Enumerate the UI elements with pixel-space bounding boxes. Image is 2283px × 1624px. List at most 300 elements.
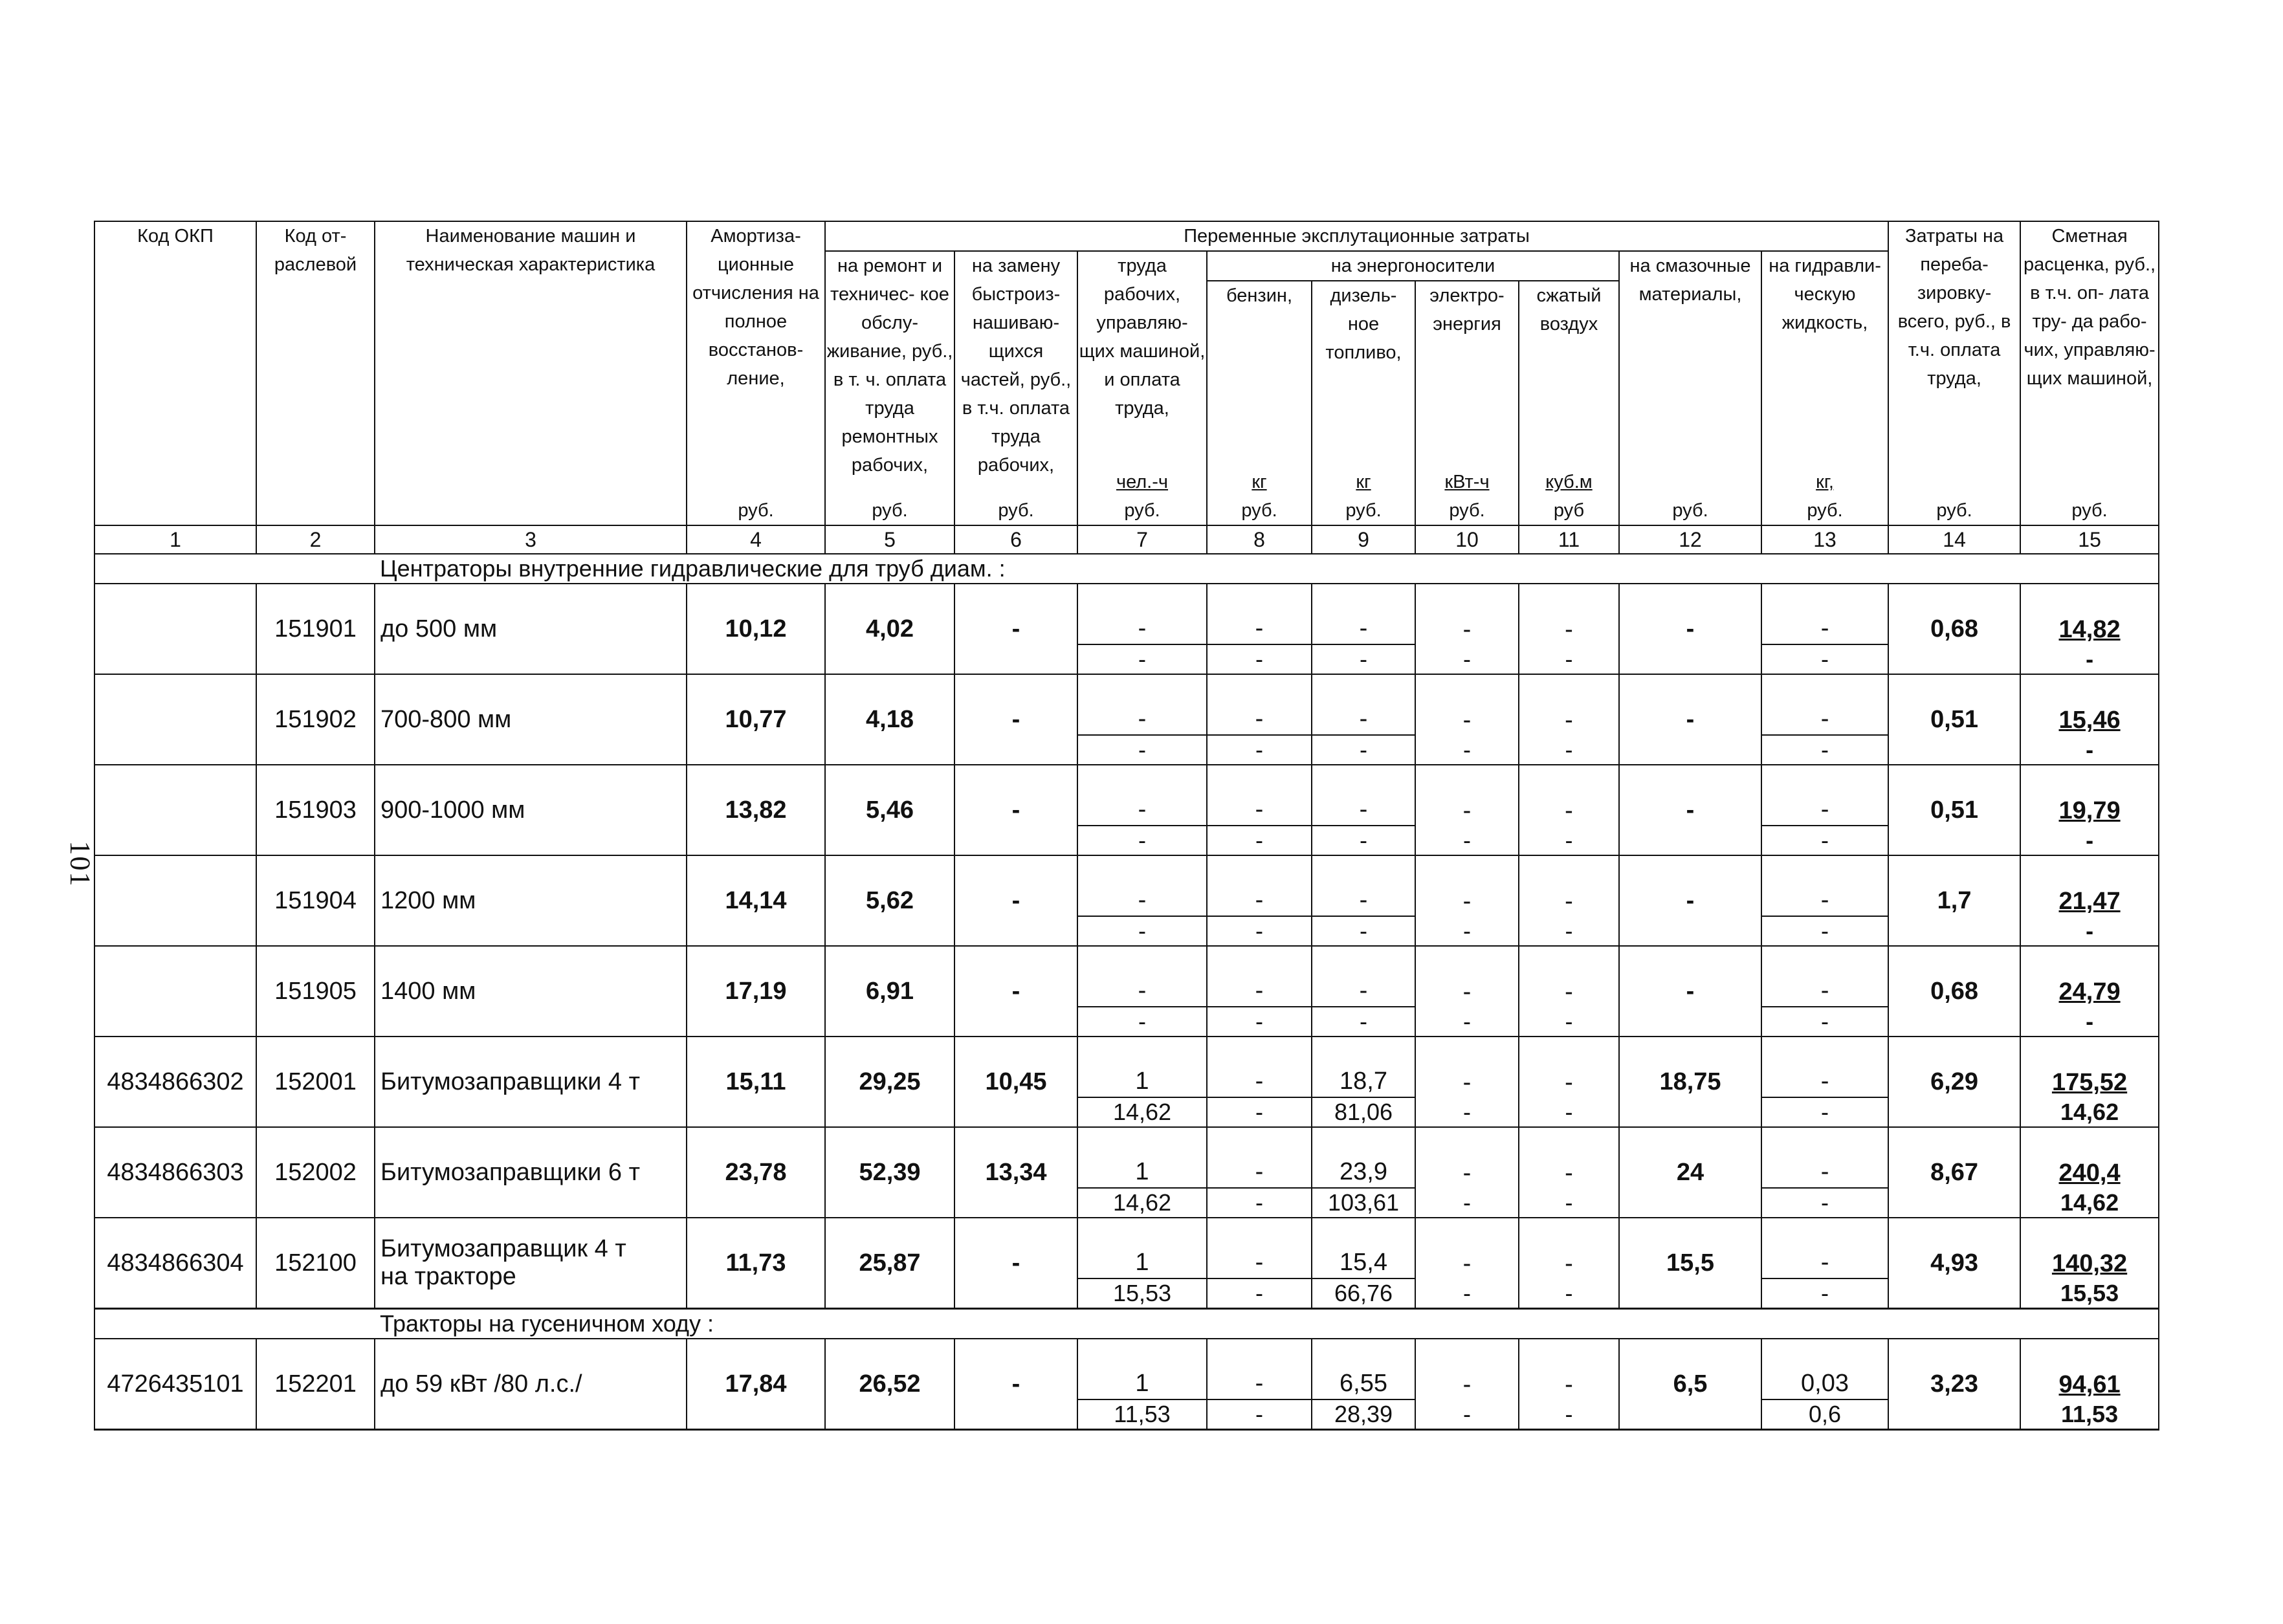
machine-name: 700-800 мм: [380, 705, 512, 733]
compressed-air-cell-top: -: [1565, 707, 1573, 734]
header-petrol: [1207, 281, 1312, 525]
section-title-row: [94, 554, 2159, 584]
header-lubricants-text: на смазочные материалы,: [1629, 256, 1751, 305]
header-amortization-unit: руб.: [738, 500, 774, 521]
labor-cell-top: 1: [1135, 1158, 1149, 1185]
estimated-rate-cell: [2020, 765, 2159, 855]
labor-cell-bottom: 14,62: [1078, 1097, 1206, 1126]
electricity-cell-pair: [1416, 675, 1518, 764]
hydraulic-cell-top: 0,03: [1801, 1370, 1849, 1397]
petrol-cell-bottom: -: [1208, 1187, 1311, 1217]
header-electricity-units: [1416, 468, 1518, 525]
hydraulic-cell: [1761, 765, 1888, 855]
header-petrol-units: [1208, 468, 1311, 525]
labor-cell-bottom: -: [1078, 825, 1206, 855]
compressed-air-cell-pair: [1519, 1037, 1618, 1126]
compressed-air-cell-top: -: [1565, 797, 1573, 824]
compressed-air-cell-bottom: -: [1565, 646, 1573, 672]
labor-cell: [1077, 674, 1207, 765]
petrol-cell-bottom: -: [1208, 734, 1311, 764]
compressed-air-cell-bottom: -: [1565, 1280, 1573, 1306]
machine-name-cell: [375, 1127, 687, 1218]
electricity-cell-bottom: -: [1463, 736, 1471, 763]
amortization-cell: 15,11: [687, 1037, 825, 1127]
compressed-air-cell-pair: [1519, 1339, 1618, 1429]
header-parts-text: на замену быстроиз- нашиваю- щихся частей, руб., в т.ч. оплата труда рабочих,: [960, 256, 1072, 476]
repair-cell: 25,87: [825, 1218, 954, 1309]
column-number: 4: [687, 525, 825, 554]
compressed-air-cell-bottom: -: [1565, 1189, 1573, 1216]
lubricants-cell: -: [1619, 855, 1761, 946]
header-hydraulic: [1761, 251, 1888, 525]
header-labor-unit2: руб.: [1124, 500, 1160, 521]
diesel-cell-pair: [1312, 584, 1415, 674]
column-number: 9: [1312, 525, 1415, 554]
parts-cell: 13,34: [954, 1127, 1077, 1218]
column-number: 8: [1207, 525, 1312, 554]
electricity-cell-pair: [1416, 1128, 1518, 1217]
petrol-cell-pair: [1208, 856, 1311, 945]
header-labor-text: труда рабочих, управляю- щих машиной, и оплата труда,: [1079, 256, 1206, 419]
hydraulic-cell-bottom: -: [1762, 1097, 1888, 1126]
header-estimated-rate-text: Сметная расценка, руб., в т.ч. оп- лата тру- да рабо- чих, управляю- щих машиной,: [2024, 226, 2156, 389]
petrol-cell-pair: [1208, 1128, 1311, 1217]
relocation-cell: 3,23: [1888, 1339, 2020, 1430]
table-row: [94, 855, 2159, 946]
header-petrol-unit1: кг: [1252, 472, 1267, 492]
okp-code-cell: [94, 946, 256, 1037]
electricity-cell-pair: [1416, 1037, 1518, 1126]
petrol-cell: [1207, 1339, 1312, 1430]
compressed-air-cell-top: -: [1565, 616, 1573, 643]
lubricants-cell: 6,5: [1619, 1339, 1761, 1430]
petrol-cell-pair: [1208, 947, 1311, 1036]
parts-cell: -: [954, 1339, 1077, 1430]
estimated-rate-cell: [2020, 584, 2159, 674]
labor-cell: [1077, 855, 1207, 946]
branch-code-cell: 151905: [256, 946, 375, 1037]
labor-cell-pair: [1078, 1128, 1206, 1217]
hydraulic-cell: [1761, 946, 1888, 1037]
electricity-cell-pair: [1416, 584, 1518, 674]
electricity-cell-pair: [1416, 856, 1518, 945]
header-electricity-unit2: руб.: [1449, 500, 1485, 521]
estimated-rate-cell-top: 94,61: [2058, 1371, 2121, 1398]
labor-cell-top: 1: [1135, 1068, 1149, 1095]
repair-cell: 6,91: [825, 946, 954, 1037]
header-labor: [1077, 251, 1207, 525]
estimated-rate-cell-pair: [2021, 1218, 2158, 1308]
electricity-cell-bottom: -: [1463, 1280, 1471, 1306]
estimated-rate-cell-top: 24,79: [2058, 978, 2121, 1005]
machine-name: Битумозаправщики 6 т: [380, 1158, 640, 1186]
hydraulic-cell-top: -: [1820, 796, 1829, 823]
header-repair-unit: руб.: [872, 500, 908, 521]
labor-cell-top: -: [1138, 886, 1147, 914]
compressed-air-cell: [1519, 946, 1619, 1037]
machine-name: 1200 мм: [380, 886, 476, 914]
diesel-cell: [1312, 946, 1415, 1037]
column-number: 2: [256, 525, 375, 554]
header-okp: Код ОКП: [94, 221, 256, 525]
petrol-cell-pair: [1208, 765, 1311, 855]
diesel-cell: [1312, 1339, 1415, 1430]
amortization-cell: 23,78: [687, 1127, 825, 1218]
hydraulic-cell-pair: [1762, 1037, 1888, 1126]
estimated-rate-cell: [2020, 855, 2159, 946]
header-parts-unit: руб.: [998, 500, 1034, 521]
machine-name-cell: [375, 855, 687, 946]
labor-cell-top: -: [1138, 705, 1147, 732]
diesel-cell-bottom: -: [1312, 825, 1415, 855]
electricity-cell: [1415, 765, 1519, 855]
estimated-rate-cell-top: 19,79: [2058, 797, 2121, 824]
lubricants-cell: -: [1619, 674, 1761, 765]
relocation-cell: 0,51: [1888, 674, 2020, 765]
petrol-cell-pair: [1208, 584, 1311, 674]
estimated-rate-cell-bottom: 15,53: [2060, 1280, 2119, 1306]
diesel-cell-pair: [1312, 765, 1415, 855]
hydraulic-cell-bottom: 0,6: [1762, 1399, 1888, 1429]
estimated-rate-cell-top: 15,46: [2058, 707, 2121, 734]
estimated-rate-cell-bottom: -: [2086, 1008, 2094, 1035]
labor-cell: [1077, 946, 1207, 1037]
petrol-cell: [1207, 674, 1312, 765]
hydraulic-cell-bottom: -: [1762, 916, 1888, 945]
amortization-cell: 10,12: [687, 584, 825, 674]
electricity-cell-top: -: [1462, 616, 1472, 643]
diesel-cell-top: 15,4: [1340, 1249, 1387, 1276]
header-amortization-text: Амортиза- ционные отчисления на полное восстанов- ление,: [692, 226, 819, 389]
electricity-cell-top: -: [1462, 1159, 1472, 1187]
parts-cell: -: [954, 674, 1077, 765]
machine-name-cell: [375, 946, 687, 1037]
hydraulic-cell: [1761, 855, 1888, 946]
hydraulic-cell: [1761, 674, 1888, 765]
petrol-cell-top: -: [1255, 886, 1264, 914]
petrol-cell-top: -: [1255, 1158, 1264, 1185]
estimated-rate-cell-pair: [2021, 1128, 2158, 1217]
column-number: 3: [375, 525, 687, 554]
machine-name-cell: [375, 1339, 687, 1430]
estimated-rate-cell-pair: [2021, 584, 2158, 674]
estimated-rate-cell-top: 240,4: [2058, 1159, 2121, 1187]
section-title: [94, 1309, 2159, 1339]
lubricants-cell: -: [1619, 584, 1761, 674]
labor-cell-bottom: -: [1078, 1006, 1206, 1036]
labor-cell-pair: [1078, 947, 1206, 1036]
hydraulic-cell-bottom: -: [1762, 1006, 1888, 1036]
hydraulic-cell-top: -: [1820, 1249, 1829, 1276]
header-relocation: [1888, 221, 2020, 525]
column-numbers-row: [94, 525, 2159, 554]
branch-code-cell: 152100: [256, 1218, 375, 1309]
electricity-cell-pair: [1416, 947, 1518, 1036]
estimated-rate-cell-pair: [2021, 765, 2158, 855]
compressed-air-cell-pair: [1519, 765, 1618, 855]
petrol-cell-top: -: [1255, 1370, 1264, 1397]
header-compressed-air: [1519, 281, 1619, 525]
petrol-cell: [1207, 584, 1312, 674]
table-row: [94, 765, 2159, 855]
petrol-cell-bottom: -: [1208, 1097, 1311, 1126]
labor-cell: [1077, 584, 1207, 674]
labor-cell-bottom: 14,62: [1078, 1187, 1206, 1217]
table-row: [94, 1339, 2159, 1430]
hydraulic-cell-pair: [1762, 1339, 1888, 1429]
petrol-cell: [1207, 946, 1312, 1037]
header-lubricants: [1619, 251, 1761, 525]
machine-name-cell: [375, 1037, 687, 1127]
branch-code-cell: 152201: [256, 1339, 375, 1430]
table-row: [94, 584, 2159, 674]
labor-cell-top: 1: [1135, 1249, 1149, 1276]
diesel-cell-bottom: -: [1312, 1006, 1415, 1036]
header-labor-units: [1078, 468, 1206, 525]
header-diesel-text: дизель- ное топливо,: [1325, 285, 1402, 363]
header-hydraulic-unit1: кг,: [1816, 472, 1834, 492]
petrol-cell-bottom: -: [1208, 1278, 1311, 1308]
labor-cell-bottom: -: [1078, 644, 1206, 674]
electricity-cell-top: -: [1462, 888, 1472, 915]
electricity-cell-bottom: -: [1463, 646, 1471, 672]
diesel-cell: [1312, 1037, 1415, 1127]
labor-cell-pair: [1078, 1339, 1206, 1429]
compressed-air-cell-bottom: -: [1565, 1401, 1573, 1427]
petrol-cell-pair: [1208, 1218, 1311, 1308]
labor-cell-bottom: 15,53: [1078, 1278, 1206, 1308]
parts-cell: -: [954, 855, 1077, 946]
electricity-cell: [1415, 1218, 1519, 1309]
lubricants-cell: -: [1619, 946, 1761, 1037]
electricity-cell-top: -: [1462, 978, 1472, 1005]
header-estimated-rate: [2020, 221, 2159, 525]
machine-name: до 59 кВт /80 л.с./: [380, 1370, 582, 1398]
compressed-air-cell: [1519, 674, 1619, 765]
repair-cell: 26,52: [825, 1339, 954, 1430]
diesel-cell-pair: [1312, 675, 1415, 764]
okp-code-cell: 4834866302: [94, 1037, 256, 1127]
lubricants-cell: 18,75: [1619, 1037, 1761, 1127]
diesel-cell-top: 6,55: [1340, 1370, 1387, 1397]
hydraulic-cell-top: -: [1820, 1158, 1829, 1185]
diesel-cell-pair: [1312, 856, 1415, 945]
relocation-cell: 0,68: [1888, 584, 2020, 674]
hydraulic-cell-bottom: -: [1762, 644, 1888, 674]
machine-name-cell: [375, 1218, 687, 1309]
electricity-cell-bottom: -: [1463, 1099, 1471, 1125]
compressed-air-cell: [1519, 584, 1619, 674]
labor-cell-pair: [1078, 1218, 1206, 1308]
petrol-cell-top: -: [1255, 705, 1264, 732]
header-diesel-unit1: кг: [1356, 472, 1371, 492]
electricity-cell: [1415, 946, 1519, 1037]
header-name: Наименование машин и техническая характеристика: [375, 221, 687, 525]
okp-code-cell: [94, 765, 256, 855]
machine-name-cell: [375, 674, 687, 765]
hydraulic-cell-bottom: -: [1762, 825, 1888, 855]
petrol-cell-pair: [1208, 1037, 1311, 1126]
repair-cell: 4,02: [825, 584, 954, 674]
machine-name: 1400 мм: [380, 977, 476, 1005]
diesel-cell-pair: [1312, 947, 1415, 1036]
branch-code-cell: 151902: [256, 674, 375, 765]
electricity-cell-top: -: [1462, 1371, 1472, 1398]
relocation-cell: 0,68: [1888, 946, 2020, 1037]
parts-cell: -: [954, 765, 1077, 855]
header-relocation-text: Затраты на переба- зировку- всего, руб., в т.ч. оплата труда,: [1897, 226, 2011, 389]
estimated-rate-cell-pair: [2021, 1339, 2158, 1429]
parts-cell: -: [954, 584, 1077, 674]
petrol-cell: [1207, 1037, 1312, 1127]
branch-code-cell: 152001: [256, 1037, 375, 1127]
okp-code-cell: 4834866304: [94, 1218, 256, 1309]
diesel-cell: [1312, 765, 1415, 855]
diesel-cell-bottom: 28,39: [1312, 1399, 1415, 1429]
electricity-cell: [1415, 584, 1519, 674]
header-petrol-unit2: руб.: [1241, 500, 1277, 521]
header-electricity-text: электро- энергия: [1429, 285, 1505, 335]
petrol-cell-top: -: [1255, 1249, 1264, 1276]
electricity-cell-bottom: -: [1463, 1008, 1471, 1035]
electricity-cell: [1415, 855, 1519, 946]
column-number: 1: [94, 525, 256, 554]
estimated-rate-cell: [2020, 1339, 2159, 1430]
estimated-rate-cell-bottom: -: [2086, 827, 2094, 853]
machine-name: 900-1000 мм: [380, 796, 525, 824]
diesel-cell-bottom: -: [1312, 916, 1415, 945]
column-number: 10: [1415, 525, 1519, 554]
header-labor-unit1: чел.-ч: [1116, 472, 1169, 492]
compressed-air-cell-bottom: -: [1565, 1008, 1573, 1035]
okp-code-cell: 4726435101: [94, 1339, 256, 1430]
diesel-cell-bottom: 66,76: [1312, 1278, 1415, 1308]
petrol-cell-bottom: -: [1208, 644, 1311, 674]
petrol-cell-bottom: -: [1208, 825, 1311, 855]
parts-cell: -: [954, 1218, 1077, 1309]
labor-cell-bottom: -: [1078, 916, 1206, 945]
branch-code-cell: 152002: [256, 1127, 375, 1218]
header-electricity-unit1: кВт-ч: [1444, 472, 1490, 492]
diesel-cell-top: -: [1359, 977, 1368, 1004]
section-title-text: Центраторы внутренние гидравлические для труб диам. :: [380, 555, 1006, 582]
electricity-cell-top: -: [1462, 1250, 1472, 1277]
header-variable-costs: Переменные эксплутационные затраты: [825, 221, 1888, 251]
labor-cell: [1077, 765, 1207, 855]
repair-cell: 52,39: [825, 1127, 954, 1218]
hydraulic-cell-top: -: [1820, 1068, 1829, 1095]
compressed-air-cell-bottom: -: [1565, 917, 1573, 944]
okp-code-cell: [94, 855, 256, 946]
electricity-cell: [1415, 1127, 1519, 1218]
hydraulic-cell-pair: [1762, 584, 1888, 674]
header-diesel: [1312, 281, 1415, 525]
estimated-rate-cell-bottom: -: [2086, 917, 2094, 944]
hydraulic-cell-pair: [1762, 675, 1888, 764]
machine-name-cell: [375, 584, 687, 674]
labor-cell-pair: [1078, 675, 1206, 764]
hydraulic-cell-top: -: [1820, 615, 1829, 642]
header-relocation-unit: руб.: [1936, 500, 1972, 521]
petrol-cell-bottom: -: [1208, 916, 1311, 945]
compressed-air-cell-pair: [1519, 675, 1618, 764]
header-compressed-air-text: сжатый воздух: [1536, 285, 1602, 335]
compressed-air-cell-pair: [1519, 1218, 1618, 1308]
hydraulic-cell-pair: [1762, 765, 1888, 855]
table-row: [94, 1127, 2159, 1218]
machine-name-line2: на тракторе: [380, 1263, 516, 1290]
electricity-cell-bottom: -: [1463, 917, 1471, 944]
electricity-cell-top: -: [1462, 797, 1472, 824]
column-number: 7: [1077, 525, 1207, 554]
petrol-cell-pair: [1208, 1339, 1311, 1429]
diesel-cell-pair: [1312, 1218, 1415, 1308]
petrol-cell: [1207, 855, 1312, 946]
labor-cell-pair: [1078, 856, 1206, 945]
compressed-air-cell: [1519, 1127, 1619, 1218]
table-row: [94, 674, 2159, 765]
estimated-rate-cell-pair: [2021, 947, 2158, 1036]
estimated-rate-cell: [2020, 1218, 2159, 1309]
estimated-rate-cell-top: 140,32: [2051, 1250, 2128, 1277]
hydraulic-cell-pair: [1762, 1128, 1888, 1217]
relocation-cell: 1,7: [1888, 855, 2020, 946]
electricity-cell: [1415, 1339, 1519, 1430]
header-compressed-air-unit2: руб: [1553, 500, 1585, 521]
table-row: [94, 1218, 2159, 1309]
compressed-air-cell-top: -: [1565, 1371, 1573, 1398]
diesel-cell-top: -: [1359, 705, 1368, 732]
table-row: [94, 1037, 2159, 1127]
okp-code-cell: [94, 674, 256, 765]
header-compressed-air-units: [1519, 468, 1618, 525]
header-repair-text: на ремонт и техничес- кое обслу- живание, руб., в т. ч. оплата труда ремонтных рабочих,: [826, 256, 953, 476]
header-hydraulic-unit2: руб.: [1807, 500, 1843, 521]
hydraulic-cell-bottom: -: [1762, 1187, 1888, 1217]
estimated-rate-cell-bottom: 14,62: [2060, 1099, 2119, 1125]
hydraulic-cell: [1761, 1218, 1888, 1309]
electricity-cell-top: -: [1462, 707, 1472, 734]
relocation-cell: 8,67: [1888, 1127, 2020, 1218]
branch-code-cell: 151901: [256, 584, 375, 674]
electricity-cell-pair: [1416, 1218, 1518, 1308]
diesel-cell-top: -: [1359, 796, 1368, 823]
lubricants-cell: -: [1619, 765, 1761, 855]
parts-cell: -: [954, 946, 1077, 1037]
relocation-cell: 6,29: [1888, 1037, 2020, 1127]
branch-code-cell: 151904: [256, 855, 375, 946]
header-hydraulic-units: [1762, 468, 1888, 525]
diesel-cell-pair: [1312, 1128, 1415, 1217]
compressed-air-cell-top: -: [1565, 888, 1573, 915]
relocation-cell: 4,93: [1888, 1218, 2020, 1309]
compressed-air-cell: [1519, 1218, 1619, 1309]
labor-cell: [1077, 1339, 1207, 1430]
header-parts: [954, 251, 1077, 525]
column-number: 5: [825, 525, 954, 554]
header-electricity: [1415, 281, 1519, 525]
petrol-cell-bottom: -: [1208, 1399, 1311, 1429]
diesel-cell: [1312, 855, 1415, 946]
compressed-air-cell-top: -: [1565, 978, 1573, 1005]
estimated-rate-cell: [2020, 674, 2159, 765]
amortization-cell: 10,77: [687, 674, 825, 765]
column-number: 6: [954, 525, 1077, 554]
diesel-cell-pair: [1312, 1339, 1415, 1429]
hydraulic-cell-pair: [1762, 1218, 1888, 1308]
compressed-air-cell-pair: [1519, 856, 1618, 945]
electricity-cell-pair: [1416, 765, 1518, 855]
